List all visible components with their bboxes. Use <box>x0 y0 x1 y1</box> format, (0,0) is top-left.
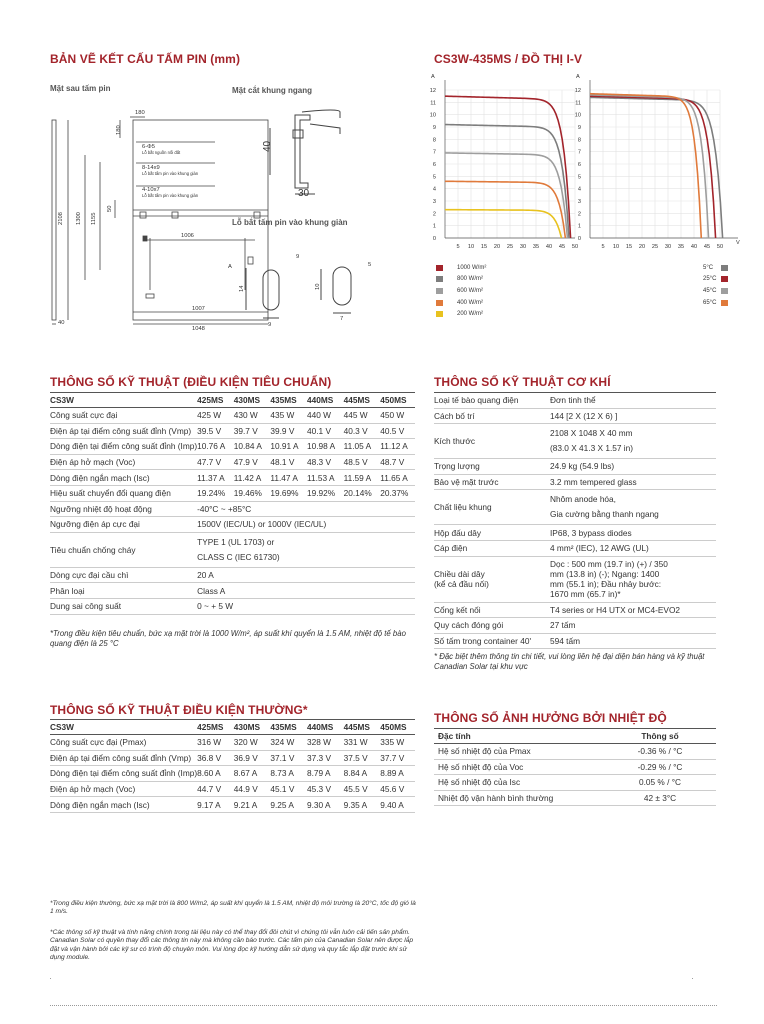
table-cell: 45.3 V <box>307 781 344 797</box>
table-row <box>50 766 415 782</box>
y-tick-label: 12 <box>574 88 581 94</box>
hole-grounding-spec: 6-Φ5 <box>142 144 156 150</box>
table-header-row: CS3W 425MS 430MS 435MS 440MS 445MS 450MS <box>50 720 415 735</box>
x-tick-label: 45 <box>558 244 566 250</box>
x-tick-label: 10 <box>467 244 475 250</box>
y-tick-label: 3 <box>432 199 436 205</box>
x-tick-label: 15 <box>480 244 488 250</box>
legend-item: 800 W/m² <box>436 274 486 286</box>
table-row <box>50 781 415 797</box>
table-cell: 9.40 A <box>380 797 415 813</box>
table-cell: 450 W <box>380 408 415 424</box>
table-cell: 324 W <box>270 735 307 751</box>
table-cell: Hiệu suất chuyển đổi quang điện <box>50 485 197 501</box>
table-cell: 45.1 V <box>270 781 307 797</box>
mount-hole-label: Lỗ bắt tấm pin vào khung giàn <box>232 218 348 227</box>
dim-1155: 1155 <box>91 212 97 225</box>
x-tick-label: 5 <box>601 244 605 250</box>
y-tick-label: 1 <box>577 223 581 230</box>
y-tick-label: 3 <box>577 199 581 205</box>
table-cell: 20.37% <box>380 485 415 501</box>
table-cell: Dòng điện tại điểm công suất đỉnh (Imp) <box>50 766 197 782</box>
y-tick-label: 12 <box>429 88 436 94</box>
y-tick-label: 4 <box>577 186 581 193</box>
slot-radius-5: 5 <box>368 262 372 268</box>
y-tick-label: 9 <box>577 125 581 131</box>
table-cell: 440 W <box>307 408 344 424</box>
x-tick-label: 40 <box>545 244 553 250</box>
table-cell: 328 W <box>307 735 344 751</box>
dim-2108: 2108 <box>58 212 64 225</box>
table-cell: 10.91 A <box>270 439 307 455</box>
table-row <box>50 750 415 766</box>
y-tick-label: 5 <box>432 174 436 181</box>
table-cell: 316 W <box>197 735 234 751</box>
table-cell: Dòng điện ngắn mạch (Isc) <box>50 470 197 486</box>
stc-table <box>50 392 415 615</box>
table-row: Cách bố trí 144 [2 X (12 X 6) ] <box>434 408 716 424</box>
y-tick-label: 2 <box>432 211 436 218</box>
section-dim-30: 30 <box>298 188 310 199</box>
table-cell: 40.3 V <box>344 423 381 439</box>
y-tick-label: 11 <box>575 100 581 107</box>
table-row <box>50 454 415 470</box>
temp-title: THÔNG SỐ ẢNH HƯỞNG BỞI NHIỆT ĐỘ <box>434 711 667 725</box>
table-cell: 37.5 V <box>344 750 381 766</box>
table-cell: 9.21 A <box>234 797 271 813</box>
x-tick-label: 35 <box>677 244 685 250</box>
table-cell: 8.84 A <box>344 766 381 782</box>
hole-mount2-desc: Lỗ bắt tấm pin vào khung giàn <box>142 193 199 198</box>
table-cell: 10.76 A <box>197 439 234 455</box>
table-cell: 11.42 A <box>234 470 271 486</box>
table-row: Số tấm trong container 40' 594 tấm <box>434 633 716 649</box>
table-cell: 9.17 A <box>197 797 234 813</box>
y-tick-label: 11 <box>430 100 436 107</box>
dim-1006: 1006 <box>181 233 194 239</box>
y-tick-label: 0 <box>432 236 436 242</box>
y-unit-label: A <box>576 74 580 80</box>
y-tick-label: 7 <box>577 149 581 156</box>
stc-title: THÔNG SỐ KỸ THUẬT (ĐIỀU KIỆN TIÊU CHUẨN) <box>50 375 332 389</box>
footnote-disclaimer: *Các thông số kỹ thuật và tính năng chính trong tài liệu này có thể thay đổi đôi chút vì chúng tôi vẫn luôn cải tiến sản phẩm. Canadian Solar có quyền thay đổi các thông tin này mà không cần báo trước. Các tấm pin của Canadian Solar nên được lắp đặt và vận hành bởi các kỹ sư có trình độ chuyên môn. Vui lòng đọc kỹ hướng dẫn sử dụng và quy tắc lắp đặt trước khi sử dụng module. <box>50 929 414 962</box>
table-cell: 8.73 A <box>270 766 307 782</box>
mech-title: THÔNG SỐ KỸ THUẬT CƠ KHÍ <box>434 375 611 389</box>
table-cell: 11.59 A <box>344 470 381 486</box>
y-tick-label: 1 <box>432 223 436 230</box>
slot-radius-9: 9 <box>296 254 300 260</box>
legend-item: 200 W/m² <box>436 308 486 320</box>
noct-table <box>50 719 415 813</box>
table-cell: Hệ số nhiệt độ của Voc <box>434 759 604 775</box>
slot-dim-10: 10 <box>315 283 321 290</box>
table-cell: Hệ số nhiệt độ của Isc <box>434 775 604 791</box>
y-unit-label: A <box>431 74 435 80</box>
table-cell: 39.9 V <box>270 423 307 439</box>
table-row: Bảo vệ mặt trước 3.2 mm tempered glass <box>434 474 716 490</box>
x-tick-label: 25 <box>651 244 659 250</box>
table-cell: 37.1 V <box>270 750 307 766</box>
temperature-legend <box>703 262 728 308</box>
back-view-label: Mặt sau tấm pin <box>50 84 111 93</box>
y-tick-label: 4 <box>432 186 436 193</box>
section-view-label: Mặt cắt khung ngang <box>232 86 312 95</box>
section-dim-40: 40 <box>262 140 273 152</box>
table-cell: 44.7 V <box>197 781 234 797</box>
table-cell: Điện áp hở mạch (Voc) <box>50 454 197 470</box>
table-row <box>50 408 415 424</box>
dim-1048: 1048 <box>192 326 205 332</box>
series-line <box>590 94 701 238</box>
y-tick-label: 5 <box>577 174 581 181</box>
table-cell: 9.30 A <box>307 797 344 813</box>
table-cell: 36.8 V <box>197 750 234 766</box>
table-cell: 11.05 A <box>344 439 381 455</box>
table-cell: Điện áp tại điểm công suất đỉnh (Vmp) <box>50 750 197 766</box>
table-row: Quy cách đóng gói 27 tấm <box>434 618 716 634</box>
table-cell: 430 W <box>234 408 271 424</box>
table-cell: 11.65 A <box>380 470 415 486</box>
table-cell: 19.46% <box>234 485 271 501</box>
table-cell: 0.05 % / °C <box>604 775 716 791</box>
table-row: Chiều dài dây (kể cả đầu nối) Dọc : 500 mm (19.7 in) (+) / 350 mm (13.8 in) (-); Ngang: 1400 mm (55.1 in); Đầu nhảy bước: 1670 mm (65.7 in)* <box>434 556 716 602</box>
table-cell: 45.6 V <box>380 781 415 797</box>
table-cell: 19.24% <box>197 485 234 501</box>
table-cell: -0.29 % / °C <box>604 759 716 775</box>
y-tick-label: 7 <box>432 149 436 156</box>
table-cell: 11.47 A <box>270 470 307 486</box>
table-row: Chất liệu khung Nhôm anode hóa, Gia cường bằng thanh ngang <box>434 490 716 525</box>
table-cell: 37.3 V <box>307 750 344 766</box>
table-row <box>50 439 415 455</box>
table-row <box>50 735 415 751</box>
table-row: Ngưỡng nhiệt độ hoạt động -40°C ~ +85°C <box>50 501 415 517</box>
legend-item: 45°C <box>703 285 728 297</box>
table-cell: 37.7 V <box>380 750 415 766</box>
series-line <box>445 210 561 238</box>
y-tick-label: 9 <box>432 125 436 131</box>
dim-1007: 1007 <box>192 306 205 312</box>
table-cell: Hệ số nhiệt độ của Pmax <box>434 744 604 760</box>
table-cell: 19.69% <box>270 485 307 501</box>
table-row: Dung sai công suất 0 ~ + 5 W <box>50 598 415 614</box>
table-cell: 331 W <box>344 735 381 751</box>
table-row: Dòng cực đại cầu chì 20 A <box>50 567 415 583</box>
table-cell: 40.1 V <box>307 423 344 439</box>
table-cell: 10.98 A <box>307 439 344 455</box>
table-cell: 11.37 A <box>197 470 234 486</box>
x-tick-label: 20 <box>638 244 646 250</box>
table-cell: Điện áp hở mạch (Voc) <box>50 781 197 797</box>
slot-dim-9: 9 <box>268 322 272 328</box>
footnote-dot-left: . <box>50 974 52 981</box>
y-tick-label: 0 <box>577 236 581 242</box>
table-cell: 45.5 V <box>344 781 381 797</box>
table-cell: 19.92% <box>307 485 344 501</box>
table-cell: 425 W <box>197 408 234 424</box>
y-tick-label: 6 <box>577 162 581 168</box>
hole-grounding-desc: Lỗ bắt nguồn nối đất <box>142 150 181 155</box>
table-cell: 40.5 V <box>380 423 415 439</box>
table-cell: 9.25 A <box>270 797 307 813</box>
table-cell: 44.9 V <box>234 781 271 797</box>
x-tick-label: 10 <box>612 244 620 250</box>
footnote-dot-right: . <box>692 974 694 981</box>
table-cell: 42 ± 3°C <box>604 790 716 806</box>
hole-mount-spec: 8-14x9 <box>142 165 160 171</box>
iv-chart <box>415 70 740 250</box>
series-line <box>590 95 709 238</box>
table-row <box>434 790 716 806</box>
table-row <box>434 775 716 791</box>
table-cell: 445 W <box>344 408 381 424</box>
table-cell: 39.5 V <box>197 423 234 439</box>
table-row: Cổng kết nối T4 series or H4 UTX or MC4-EVO2 <box>434 602 716 618</box>
table-cell: 8.89 A <box>380 766 415 782</box>
table-cell: 435 W <box>270 408 307 424</box>
table-cell: Dòng điện tại điểm công suất đỉnh (Imp) <box>50 439 197 455</box>
y-tick-label: 2 <box>577 211 581 218</box>
temp-table <box>434 728 716 806</box>
table-row <box>50 470 415 486</box>
table-row: Hộp đấu dây IP68, 3 bypass diodes <box>434 525 716 541</box>
mech-note: * Đặc biệt thêm thông tin chi tiết, vui lòng liên hệ đại diện bán hàng và kỹ thuật Canadian Solar tại khu vực <box>434 652 705 671</box>
x-tick-label: 25 <box>506 244 514 250</box>
table-row: Cáp điện 4 mm² (IEC), 12 AWG (UL) <box>434 540 716 556</box>
y-tick-label: 10 <box>429 112 436 119</box>
table-row: Kích thước 2108 X 1048 X 40 mm (83.0 X 41.3 X 1.57 in) <box>434 424 716 459</box>
table-row <box>434 744 716 760</box>
panel-drawing <box>40 100 380 335</box>
table-cell: 8.67 A <box>234 766 271 782</box>
iv-chart-title: CS3W-435MS / ĐỒ THỊ I-V <box>434 52 583 66</box>
x-tick-label: 20 <box>493 244 501 250</box>
dim-180b: 180 <box>116 125 122 135</box>
x-tick-label: 50 <box>571 244 579 250</box>
x-tick-label: 5 <box>456 244 460 250</box>
table-cell: Công suất cực đại <box>50 408 197 424</box>
dim-180: 180 <box>135 110 145 116</box>
page-divider <box>50 1005 717 1006</box>
legend-item: 600 W/m² <box>436 285 486 297</box>
table-cell: 48.5 V <box>344 454 381 470</box>
table-cell: -0.36 % / °C <box>604 744 716 760</box>
table-cell: Dòng điện ngắn mạch (Isc) <box>50 797 197 813</box>
table-cell: 48.1 V <box>270 454 307 470</box>
stc-note: *Trong điều kiện tiêu chuẩn, bức xạ mặt trời là 1000 W/m², áp suất khí quyển là 1.5 AM, nhiệt độ tế bào quang điện là 25 °C <box>50 629 406 648</box>
table-cell: Công suất cực đại (Pmax) <box>50 735 197 751</box>
table-cell: 20.14% <box>344 485 381 501</box>
table-cell: 11.53 A <box>307 470 344 486</box>
x-tick-label: 45 <box>703 244 711 250</box>
noct-title: THÔNG SỐ KỸ THUẬT ĐIỀU KIỆN THƯỜNG* <box>50 703 308 717</box>
footnote-noct: *Trong điều kiện thường, bức xạ mặt trời là 800 W/m2, áp suất khí quyển là 1.5 AM, nhiệt độ môi trường là 20°C, tốc độ gió là 1 m/s. <box>50 900 416 916</box>
x-tick-label: 35 <box>532 244 540 250</box>
table-cell: 48.7 V <box>380 454 415 470</box>
legend-item: 65°C <box>703 297 728 309</box>
legend-item: 1000 W/m² <box>436 262 486 274</box>
table-row: Phân loại Class A <box>50 583 415 599</box>
drawing-title: BẢN VẼ KẾT CẤU TẤM PIN (mm) <box>50 52 241 66</box>
slot-dim-14: 14 <box>239 285 245 292</box>
slot-dim-7: 7 <box>340 316 344 322</box>
table-cell: 8.79 A <box>307 766 344 782</box>
legend-item: 25°C <box>703 274 728 286</box>
table-cell: 47.9 V <box>234 454 271 470</box>
table-cell: 11.12 A <box>380 439 415 455</box>
x-tick-label: 40 <box>690 244 698 250</box>
y-tick-label: 8 <box>432 137 436 144</box>
dim-40: 40 <box>58 320 65 326</box>
irradiance-legend <box>436 262 486 320</box>
table-cell: 39.7 V <box>234 423 271 439</box>
table-cell: 8.60 A <box>197 766 234 782</box>
x-tick-label: 15 <box>625 244 633 250</box>
table-row <box>50 797 415 813</box>
hole-mount-desc: Lỗ bắt tấm pin vào khung giàn <box>142 171 199 176</box>
table-row: Trọng lượng 24.9 kg (54.9 lbs) <box>434 459 716 475</box>
table-row <box>434 759 716 775</box>
table-row: Loại tế bào quang điện Đơn tinh thể <box>434 393 716 409</box>
table-cell: 9.35 A <box>344 797 381 813</box>
detail-marker-a: A <box>228 264 232 270</box>
mech-table <box>434 392 716 649</box>
dim-1300: 1300 <box>76 212 82 225</box>
table-row <box>50 485 415 501</box>
table-cell: 335 W <box>380 735 415 751</box>
dim-50: 50 <box>107 205 113 212</box>
legend-item: 5°C <box>703 262 728 274</box>
table-cell: Điện áp tại điểm công suất đỉnh (Vmp) <box>50 423 197 439</box>
table-header-row: CS3W 425MS 430MS 435MS 440MS 445MS 450MS <box>50 393 415 408</box>
table-row <box>50 423 415 439</box>
hole-mount2-spec: 4-10x7 <box>142 187 160 193</box>
table-cell: 47.7 V <box>197 454 234 470</box>
table-cell: 48.3 V <box>307 454 344 470</box>
x-unit-label: V <box>736 240 740 246</box>
table-cell: 320 W <box>234 735 271 751</box>
table-row: Tiêu chuẩn chống cháy TYPE 1 (UL 1703) or CLASS C (IEC 61730) <box>50 532 415 567</box>
table-cell: Nhiệt độ vận hành bình thường <box>434 790 604 806</box>
legend-item: 400 W/m² <box>436 297 486 309</box>
x-tick-label: 50 <box>716 244 724 250</box>
table-row: Ngưỡng điện áp cực đại 1500V (IEC/UL) or 1000V (IEC/UL) <box>50 517 415 533</box>
x-tick-label: 30 <box>664 244 672 250</box>
table-header-row: Đặc tính Thông số <box>434 729 716 744</box>
y-tick-label: 8 <box>577 137 581 144</box>
table-cell: 36.9 V <box>234 750 271 766</box>
y-tick-label: 6 <box>432 162 436 168</box>
y-tick-label: 10 <box>574 112 581 119</box>
x-tick-label: 30 <box>519 244 527 250</box>
table-cell: 10.84 A <box>234 439 271 455</box>
